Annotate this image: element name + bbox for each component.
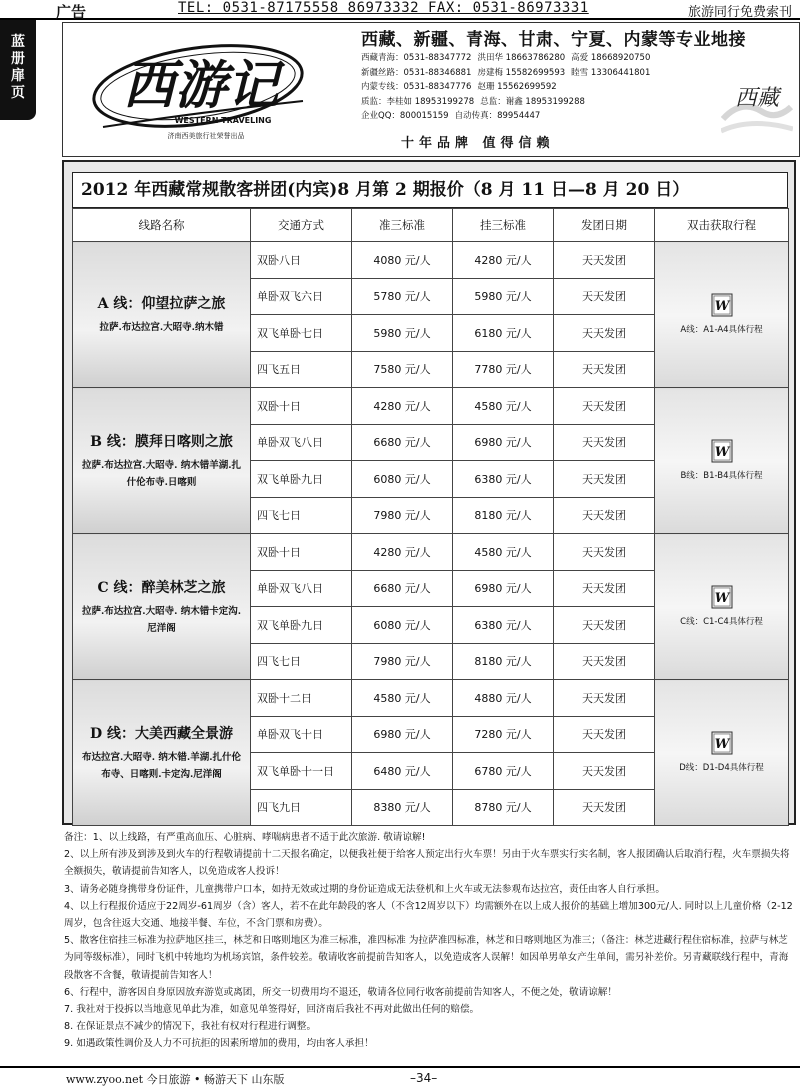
departure-cell: 天天发团 [554,497,655,534]
price-standard-cell: 7980 元/人 [352,643,453,680]
price-standard-cell: 6480 元/人 [352,753,453,790]
price-standard-cell: 7580 元/人 [352,351,453,388]
route-cell-c [73,534,251,680]
table-row [73,242,789,279]
route-cell-d [73,680,251,826]
table-row [73,388,789,425]
itinerary-label: B线：B1-B4具体行程 [680,471,763,481]
departure-cell: 天天发团 [554,278,655,315]
transport-cell: 双卧八日 [251,242,352,279]
top-ad-bar [0,0,800,20]
agency-banner [62,22,800,157]
svg-text:W: W [714,445,729,460]
price-standard-cell: 4580 元/人 [352,680,453,717]
table-header-row [73,209,789,242]
itinerary-doc-c[interactable] [655,534,789,680]
price-standard-cell: 6980 元/人 [352,716,453,753]
itinerary-doc-b[interactable] [655,388,789,534]
logo-subtitle: 济南西美旅行社荣誉出品 [167,132,245,140]
transport-cell: 双飞单卧九日 [251,607,352,644]
brush-text: 西藏 [734,86,780,111]
price-rated-cell: 6780 元/人 [453,753,554,790]
word-doc-icon[interactable] [711,439,733,463]
word-doc-icon[interactable] [711,731,733,755]
contact-row: 新疆丝路：0531-88346881 房建梅 15582699593 睦雪 13306441801 [361,67,651,78]
price-standard-cell: 8380 元/人 [352,789,453,826]
departure-cell: 天天发团 [554,789,655,826]
departure-cell: 天天发团 [554,351,655,388]
departure-cell: 天天发团 [554,242,655,279]
price-standard-cell: 5980 元/人 [352,315,453,352]
transport-cell: 双卧十日 [251,388,352,425]
col-header-rated-3: 挂三标准 [453,209,554,242]
svg-text:W: W [714,299,729,314]
price-standard-cell: 6680 元/人 [352,424,453,461]
page-number: –34– [410,1071,438,1085]
col-header-transport: 交通方式 [251,209,352,242]
logo-en: WESTERN TRAVELING [174,116,272,125]
table-row [73,534,789,571]
transport-cell: 单卧双飞六日 [251,278,352,315]
note-item: 7. 我社对于投拆以当地意见单此为准，如意见单签得好，回济南后我社不再对此做出任何的赔偿。 [64,1004,480,1016]
price-rated-cell: 8180 元/人 [453,497,554,534]
table-title: 2012 年西藏常规散客拼团(内宾)8 月第 2 期报价（8 月 11 日—8 月 20 日） [72,172,788,208]
price-rated-cell: 4880 元/人 [453,680,554,717]
brush-calligraphy-image [721,59,793,139]
price-standard-cell: 7980 元/人 [352,497,453,534]
price-table [72,208,789,826]
contact-row: 西藏青海：0531-88347772 洪田华 18663786280 高爱 18668920750 [361,53,651,63]
departure-cell: 天天发团 [554,388,655,425]
departure-cell: 天天发团 [554,607,655,644]
ad-tag: 广告 [56,3,87,21]
route-name: C 线：醉美林芝之旅 [97,579,226,596]
notes-section [64,829,794,1053]
price-rated-cell: 6980 元/人 [453,424,554,461]
departure-cell: 天天发团 [554,424,655,461]
note-item: 2、以上所有涉及到涉及到火车的行程敬请提前十二天报名确定，以便我社便于给客人预定出行火车票！另由于火车票实行实名制，客人报团确认后取消行程，火车票损失将全额损失，敬请提前告知客人，以免造成客人投诉！ [64,849,790,878]
note-item: 9. 如遇政策性调价及人力不可抗拒的因素所增加的费用，均由客人承担！ [64,1038,374,1050]
departure-cell: 天天发团 [554,680,655,717]
footer-site: www.zyoo.net 今日旅游 • 畅游天下 山东版 [66,1073,285,1086]
departure-cell: 天天发团 [554,315,655,352]
itinerary-label: D线：D1-D4具体行程 [679,763,764,773]
departure-cell: 天天发团 [554,643,655,680]
departure-cell: 天天发团 [554,534,655,571]
departure-cell: 天天发团 [554,716,655,753]
transport-cell: 双卧十二日 [251,680,352,717]
departure-cell: 天天发团 [554,461,655,498]
route-name: A 线：仰望拉萨之旅 [97,296,226,312]
itinerary-label: C线：C1-C4具体行程 [680,617,763,627]
price-rated-cell: 6380 元/人 [453,461,554,498]
price-standard-cell: 4280 元/人 [352,388,453,425]
transport-cell: 单卧双飞八日 [251,570,352,607]
route-desc: 拉萨.布达拉宫.大昭寺. 纳木错羊湖.扎什伦布寺.日喀则 [81,459,242,488]
note-item: 6、行程中，游客因自身原因放弃游览或离团，所交一切费用均不退还，敬请各位同行收客前提前告知客人，不便之处，敬请谅解！ [64,986,617,998]
price-standard-cell: 6680 元/人 [352,570,453,607]
price-rated-cell: 4580 元/人 [453,534,554,571]
contact-row: 企业QQ：800015159 自动传真：89954447 [361,111,541,122]
transport-cell: 双飞单卧九日 [251,461,352,498]
col-header-departure: 发团日期 [554,209,655,242]
departure-cell: 天天发团 [554,753,655,790]
header-contact: TEL: 0531-87175558 86973332 FAX: 0531-86973331 [178,0,589,16]
svg-text:W: W [714,591,729,606]
col-header-standard-3: 准三标准 [352,209,453,242]
contact-list [361,51,656,124]
price-rated-cell: 7780 元/人 [453,351,554,388]
slogan: 十年品牌 值得信赖 [401,136,555,151]
price-table-panel [62,160,796,825]
itinerary-doc-d[interactable] [655,680,789,826]
price-standard-cell: 5780 元/人 [352,278,453,315]
side-tab [0,20,36,120]
transport-cell: 四飞五日 [251,351,352,388]
transport-cell: 四飞七日 [251,497,352,534]
route-desc: 布达拉宫.大昭寺. 纳木错.羊湖.扎什伦布寺、日喀则.卡定沟.尼洋阁 [81,751,242,780]
note-item: 3、请务必随身携带身份证件，儿童携带户口本，如持无效或过期的身份证造成无法登机和上火车或无法参观布达拉宫，责任由客人自行承担。 [64,883,665,895]
itinerary-doc-a[interactable] [655,242,789,388]
transport-cell: 四飞七日 [251,643,352,680]
transport-cell: 单卧双飞十日 [251,716,352,753]
route-name: B 线：膜拜日喀则之旅 [90,433,233,450]
price-standard-cell: 6080 元/人 [352,607,453,644]
table-row [73,680,789,717]
logo-text: 西游记 [122,55,280,116]
svg-text:W: W [714,737,729,752]
page-footer [0,1066,800,1087]
price-standard-cell: 6080 元/人 [352,461,453,498]
route-desc: 拉萨.布达拉宫.大昭寺.纳木错 [99,322,224,333]
price-standard-cell: 4080 元/人 [352,242,453,279]
word-doc-icon[interactable] [711,585,733,609]
price-rated-cell: 6180 元/人 [453,315,554,352]
price-rated-cell: 4580 元/人 [453,388,554,425]
note-item: 备注：1、以上线路，有严重高血压、心脏病、哮喘病患者不适于此次旅游. 敬请谅解! [64,832,426,843]
transport-cell: 双卧十日 [251,534,352,571]
itinerary-label: A线：A1-A4具体行程 [680,325,763,335]
price-rated-cell: 7280 元/人 [453,716,554,753]
price-rated-cell: 5980 元/人 [453,278,554,315]
note-item: 5、散客住宿挂三标准为拉萨地区挂三，林芝和日喀则地区为准三标准，准四标准 为拉萨准四标准，林芝和日喀则地区为准三；（备注：林芝进藏行程住宿标准，拉萨与林芝为同等级标准），同时飞机中转地均为机场宾馆，条件较差。敬请收客前提前告知客人，以免造成客人误解！如因单男单女产生单间，需另补差价。另青藏联线行程中，青海段散客不含餐，敬请提前告知客人！ [64,935,789,981]
transport-cell: 双飞单卧十一日 [251,753,352,790]
price-rated-cell: 8780 元/人 [453,789,554,826]
price-rated-cell: 6380 元/人 [453,607,554,644]
departure-cell: 天天发团 [554,570,655,607]
route-cell-a [73,242,251,388]
transport-cell: 单卧双飞八日 [251,424,352,461]
price-rated-cell: 6980 元/人 [453,570,554,607]
price-rated-cell: 8180 元/人 [453,643,554,680]
route-desc: 拉萨.布达拉宫.大昭寺. 纳木错卡定沟.尼洋阁 [81,605,242,634]
note-item: 8. 在保证景点不减少的情况下，我社有权对行程进行调整。 [64,1021,317,1033]
side-tab-label: 蓝册扉页 [11,34,25,101]
col-header-itinerary: 双击获取行程 [655,209,789,242]
index-title: 旅游同行免费索刊 [687,5,792,20]
note-item: 4、以上行程报价适应于22周岁-61周岁（含）客人，若不在此年龄段的客人（不含12周岁以下）均需额外在以上成人报价的基础上增加300元/人. 同时以上儿童价格（2-12周岁，包含往返大交通、地接半餐、车位，不含门票和房费）。 [64,900,793,930]
route-cell-b [73,388,251,534]
word-doc-icon[interactable] [711,293,733,317]
contact-row: 质监：李桂如 18953199278 总监：谢鑫 18953199288 [361,96,585,107]
contact-row: 内蒙专线：0531-88347776 赵珊 15562699592 [361,82,557,93]
transport-cell: 四飞九日 [251,789,352,826]
price-rated-cell: 4280 元/人 [453,242,554,279]
route-headline: 西藏、新疆、青海、甘肃、宁夏、内蒙等专业地接 [361,30,746,50]
col-header-route: 线路名称 [73,209,251,242]
route-name: D 线：大美西藏全景游 [89,725,233,742]
price-standard-cell: 4280 元/人 [352,534,453,571]
transport-cell: 双飞单卧七日 [251,315,352,352]
